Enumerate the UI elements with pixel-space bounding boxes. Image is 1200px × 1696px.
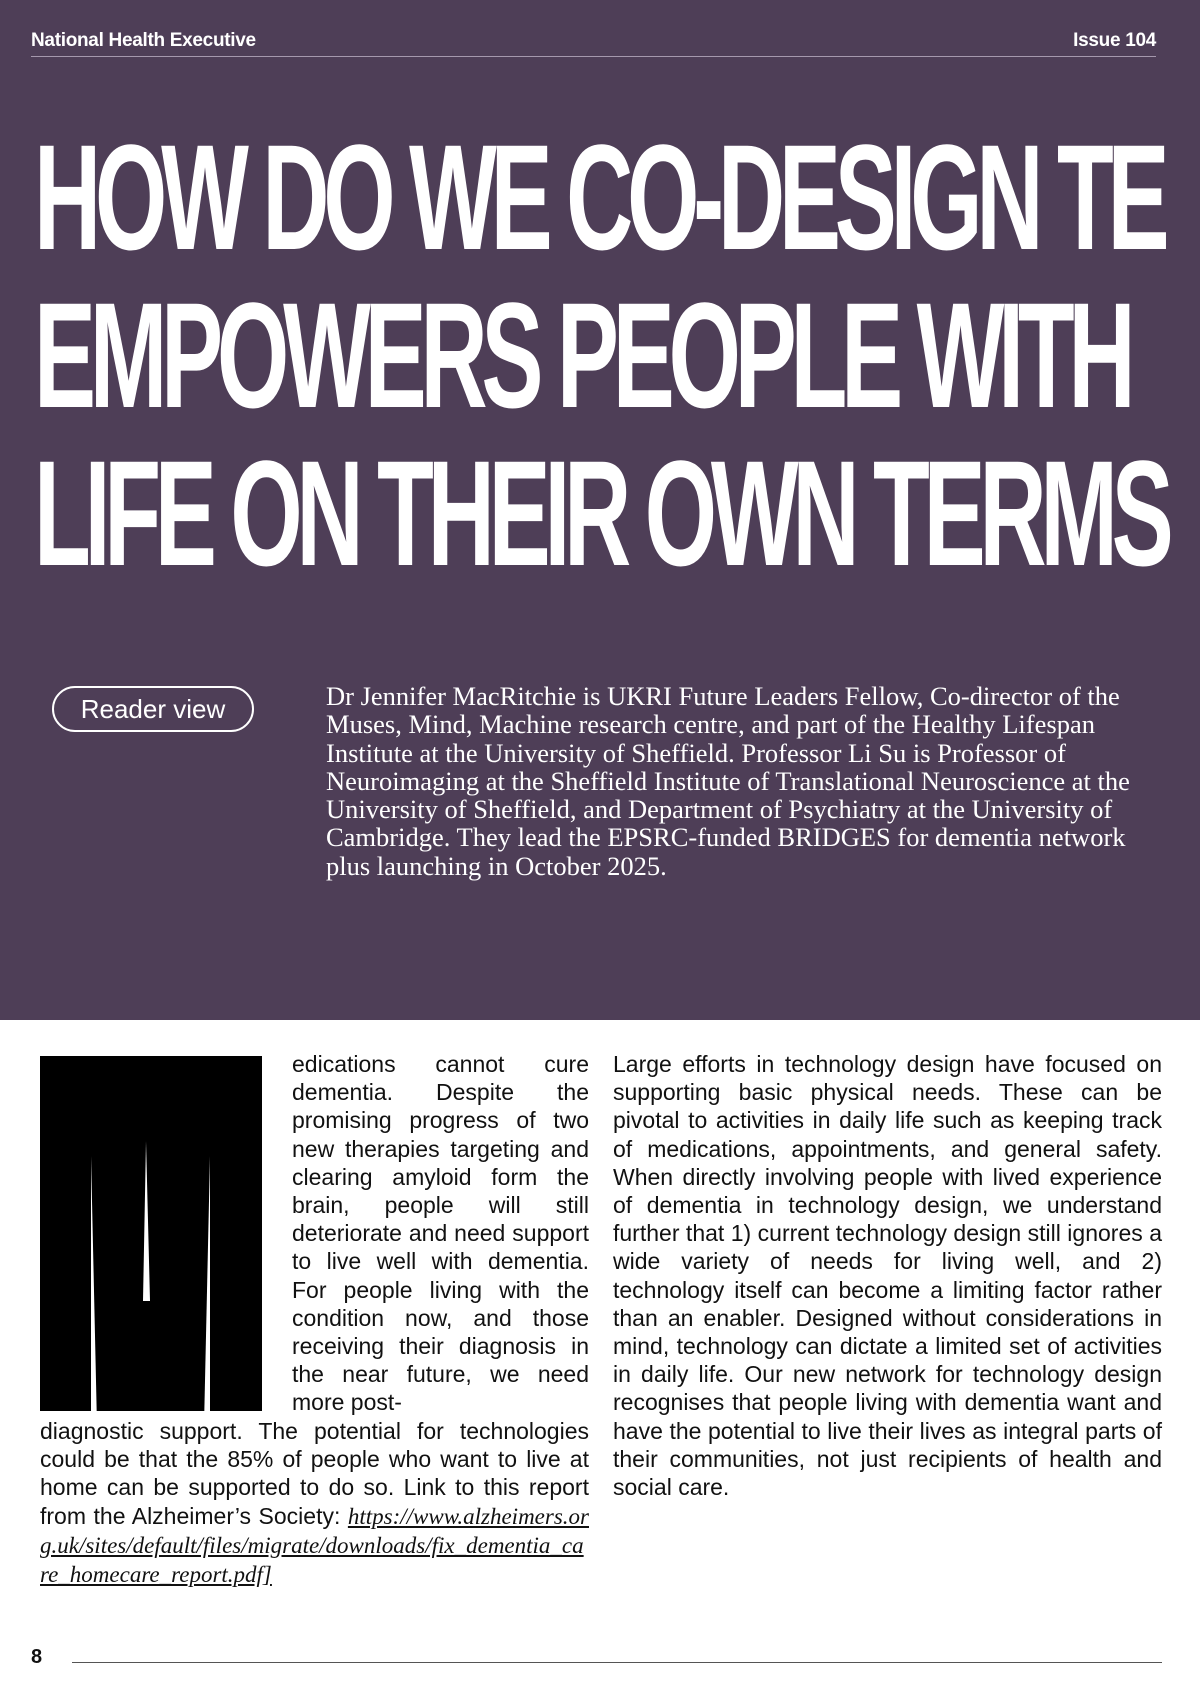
masthead bbox=[31, 28, 1156, 57]
publication-name: National Health Executive bbox=[31, 30, 256, 51]
drop-cap-letter bbox=[40, 1056, 262, 1411]
page-number: 8 bbox=[31, 1646, 43, 1668]
alzheimers-report-link[interactable]: https://www.alzheimers.org.uk/sites/default/files/migrate/downloads/fix_dementia_care_homecare_report.pdf] bbox=[40, 1503, 589, 1588]
second-paragraph: Large efforts in technology design have focused on supporting basic physical needs. These can be pivotal to activities in daily life such as keeping track of medications, appointments, and general safety. When directly involving people with lived experience of dementia in technology design, we understand further that 1) current technology design still ignores a wide variety of needs for living well, and 2) technology itself can become a limiting factor rather than an enabler. Designed without considerations in mind, technology can dictate a limited set of activities in daily life. Our new network for technology design recognises that people living with dementia want and have the potential to live their lives as integral parts of their communities, not just recipients of health and social care. bbox=[613, 1051, 1162, 1501]
headline-line-1: HOW DO WE CO-DESIGN TE bbox=[34, 113, 1164, 281]
article-headline bbox=[34, 113, 1200, 597]
intro-paragraph-continued: diagnostic support. The potential for technologies could be that the 85% of people who want to live at home can be supported to do so. Link to this report from the Alzheimer’s Society: bbox=[40, 1418, 589, 1529]
issue-number: Issue 104 bbox=[1073, 30, 1156, 51]
intro-paragraph-top: edications cannot cure dementia. Despite the promising progress of two new therapies targeting and clearing amyloid form the brain, people will still deteriorate and need support to live well with dementia. For people living with the condition now, and those receiving their diagnosis in the near future, we need more post- bbox=[292, 1051, 589, 1416]
headline-line-3: LIFE ON THEIR OWN TERMS bbox=[34, 429, 1168, 597]
footer-divider bbox=[72, 1662, 1162, 1663]
intro-paragraph-bottom bbox=[40, 1417, 589, 1589]
headline-line-2: EMPOWERS PEOPLE WITH bbox=[34, 271, 1130, 439]
author-bio: Dr Jennifer MacRitchie is UKRI Future Leaders Fellow, Co-director of the Muses, Mind, Machine research centre, and part of the Healthy Lifespan Institute at the University of Sheffield. Professor Li Su is Professor of Neuroimaging at the Sheffield Institute of Translational Neuroscience at the University of Sheffield, and Department of Psychiatry at the University of Cambridge. They lead the EPSRC-funded BRIDGES for dementia network plus launching in October 2025. bbox=[326, 681, 1130, 881]
reader-view-button[interactable]: Reader view bbox=[52, 686, 254, 732]
